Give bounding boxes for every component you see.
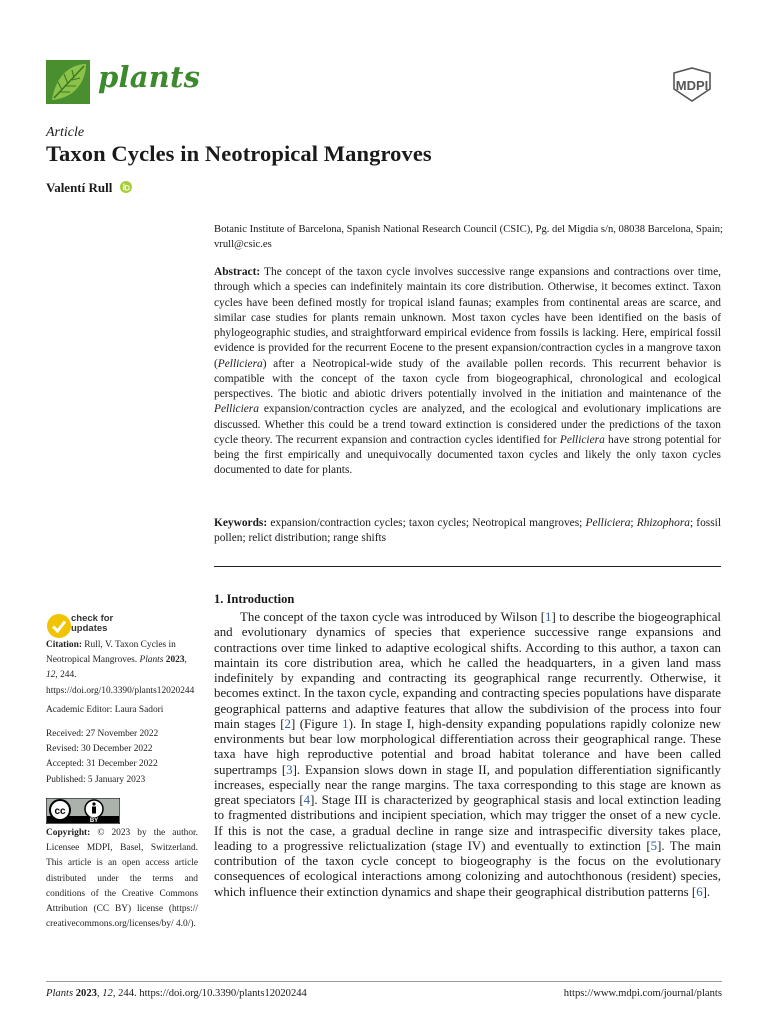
citation-volume: 12 [46, 670, 56, 681]
intro-text: The concept of the taxon cycle was introduced by Wilson [ [240, 610, 545, 624]
revised-date: Revised: 30 December 2022 [46, 744, 153, 755]
reference-link[interactable]: 1 [545, 610, 552, 624]
keywords [214, 516, 721, 547]
citation-journal: Plants [139, 655, 164, 666]
accepted-date: Accepted: 31 December 2022 [46, 759, 158, 770]
orcid-icon[interactable] [120, 181, 132, 193]
intro-text: ] to describe the biogeographical and evolutionary dynamics of species that experience successive range expansions and contractions over time linked to adaptive ecological shifts. According to this author, a taxon can maintain its core distribution area, which he called the headquarters, in a given land mass indefinitely by expanding and contracting its geographical range recurrently. Otherwise, it becomes extinct. In the taxon cycle, expanding and contracting species populations have disparate geographical patterns and adaptive features that allow the subdivision of the process into four main stages [ [214, 610, 721, 731]
copyright-label: Copyright: [46, 828, 91, 838]
article-type: Article [46, 125, 85, 140]
keywords-text: ; fossil pollen; relict distribution; range shifts [214, 517, 721, 545]
abstract-text: expansion/contraction cycles are analyzed, and the ecological and evolutionary implications are discussed. Whether this could be a trend toward extinction is considered under the predictions of the taxon cycle theory. The recurrent expansion and contraction cycles identified for [214, 403, 721, 446]
copyright-text: © 2023 by the author. Licensee MDPI, Basel, Switzerland. This article is an open access article distributed under the terms and conditions of the Creative Commons Attribution (CC BY) license (https:// creativecommons.org/licenses/by/ 4.0/). [46, 828, 198, 930]
abstract-text: The concept of the taxon cycle involves successive range expansions and contractions over time, through which a species can indefinitely maintain its core distribution. Otherwise, it becomes extinct. Taxon cycles have been defined mostly for tropical island faunas; examples from continental areas are scarce, and similar case studies for plants remain unknown. Most taxon cycles have been identified on the basis of phylogeographic studies, and straightforward empirical evidence from fossils is lacking. Here, empirical fossil evidence is provided for the recurrent Eocene to the present expansion/contraction cycles in a mangrove taxon ( [214, 266, 721, 370]
footer-text: , [96, 988, 103, 999]
check-for-updates-line: check for [71, 613, 114, 624]
figure-link[interactable]: 1 [342, 716, 349, 731]
reference-link[interactable]: 6 [696, 884, 703, 899]
author-name: Valentí Rull [46, 180, 113, 195]
keyword-taxon: Rhizophora [636, 517, 690, 529]
received-date: Received: 27 November 2022 [46, 729, 159, 739]
citation-block [46, 638, 198, 699]
footer-journal: Plants [46, 988, 74, 999]
mdpi-logo-text: MDPI [675, 78, 709, 93]
check-for-updates-line: updates [71, 623, 108, 634]
intro-text: ]. [702, 884, 711, 899]
reference-link[interactable]: 5 [650, 838, 658, 853]
footer-doi[interactable]: , 244. https://doi.org/10.3390/plants12020244 [112, 988, 307, 999]
intro-text: ]. Stage III is characterized by geographical stasis and local extinction leading to fragmented distributions and incipient speciation, which may trigger the onset of a new cycle. If this is not the case, a gradual decline in range size and intraspecific diversity takes place, leading to a progressive relictualization (stage IV) and eventually to extinction [ [214, 793, 721, 853]
citation-text: Rull, V. Taxon Cycles in Neotropical Mangroves. [46, 640, 176, 666]
abstract-label: Abstract: [214, 266, 261, 278]
keywords-text: ; [630, 517, 637, 529]
published-date: Published: 5 January 2023 [46, 774, 146, 785]
abstract [214, 265, 721, 479]
footer-volume: 12 [102, 988, 113, 999]
abstract-text: ) after a Neotropical-wide study of the available pollen records. This recurrent behavior is compatible with the concept of the taxon cycle from biogeographical, chronological and ecological perspectives. The biotic and abiotic drivers potentially involved in the initiation and maintenance of the [214, 357, 721, 400]
intro-text: ]. Expansion slows down in stage II, and population differentiation significantly increases, especially near the range margins. The taxa corresponding to this stage are known as great speciators [ [214, 762, 722, 807]
footer-divider [46, 981, 722, 982]
footer-year: 2023 [73, 988, 97, 999]
section-divider [214, 566, 721, 567]
cc-by-license-icon[interactable] [46, 798, 120, 824]
abstract-taxon: Pelliciera [217, 357, 263, 370]
reference-link[interactable]: 2 [284, 716, 291, 731]
keywords-label: Keywords: [214, 517, 268, 529]
academic-editor: Academic Editor: Laura Sadori [46, 705, 164, 715]
svg-text:cc: cc [54, 806, 66, 817]
citation-year: 2023 [163, 655, 185, 666]
introduction-paragraph [214, 610, 721, 900]
footer-citation [46, 988, 307, 999]
intro-text: ] (Figure [290, 716, 343, 731]
check-for-updates-label[interactable] [71, 614, 113, 634]
abstract-taxon: Pelliciera [214, 403, 259, 416]
reference-link[interactable]: 4 [303, 793, 311, 807]
keyword-taxon: Pelliciera [585, 517, 631, 529]
intro-text: ]. The main contribution of the taxon cycle concept to biogeography is the focus on the evolutionary consequences of ecological interactions among colonizing and autochthonous (resident) species, which influence their extinction dynamics and shape their geographical distribution patterns [ [214, 838, 722, 899]
citation-doi[interactable]: , 244. https://doi.org/10.3390/plants12020244 [46, 670, 195, 696]
author-affiliation: Botanic Institute of Barcelona, Spanish National Research Council (CSIC), Pg. del Migdia s/n, 08038 Barcelona, Spain; vrull@csic.es [214, 224, 723, 250]
journal-url[interactable]: https://www.mdpi.com/journal/plants [563, 988, 722, 999]
article-title: Taxon Cycles in Neotropical Mangroves [46, 141, 432, 166]
plants-leaf-logo-icon [46, 60, 90, 104]
abstract-taxon: Pelliciera [559, 433, 605, 446]
mdpi-logo-icon [664, 67, 720, 103]
journal-name: plants [98, 60, 201, 94]
reference-link[interactable]: 3 [286, 762, 293, 777]
abstract-text: have strong potential for being the first empirically and unequivocally documented taxon cycles and likely the only taxon cycles documented to date for plants. [214, 433, 721, 477]
article-dates [46, 727, 198, 788]
keywords-text: expansion/contraction cycles; taxon cycles; Neotropical mangroves; [267, 517, 586, 529]
section-heading: 1. Introduction [214, 592, 295, 606]
intro-text: ). In stage I, high-density expanding populations rapidly colonize new environments but bear low morphological differentiation across their geographical range. These taxa have high reproductive potential and broad habitat tolerance and have been called supertramps [ [214, 716, 721, 777]
cc-by-label: BY [89, 818, 99, 824]
copyright-notice [46, 826, 198, 932]
citation-label: Citation: [46, 640, 82, 650]
citation-text: , [184, 655, 187, 666]
